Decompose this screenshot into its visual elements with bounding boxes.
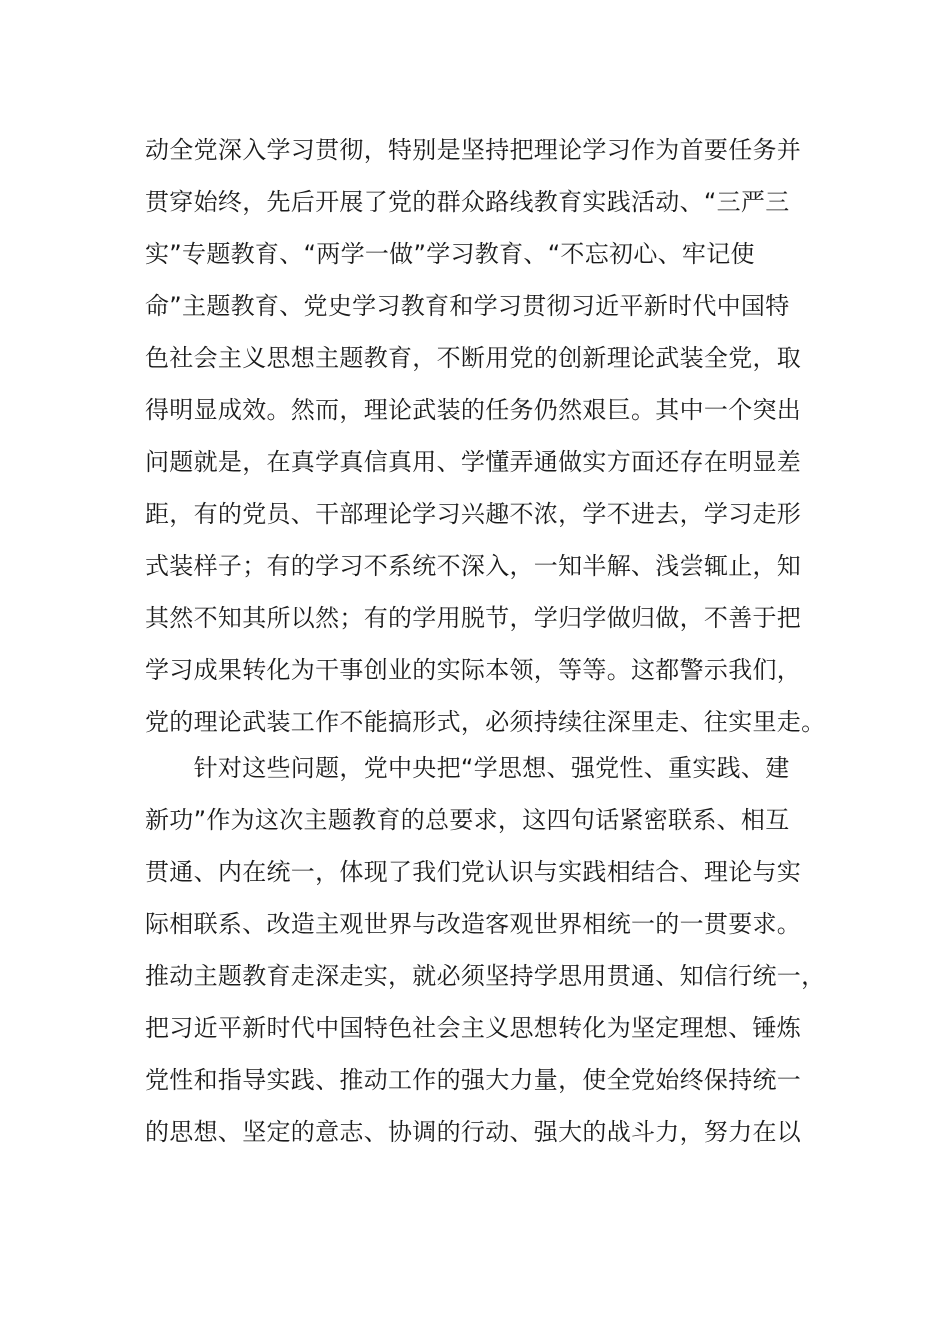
paragraph-1-line: 其然不知其所以然；有的学用脱节，学归学做归做，不善于把 <box>145 604 802 632</box>
paragraph-2-line: 针对这些问题，党中央把“学思想、强党性、重实践、建 <box>145 754 790 782</box>
paragraph-2 <box>145 742 825 1158</box>
paragraph-2-line: 的思想、坚定的意志、协调的行动、强大的战斗力，努力在以 <box>145 1118 802 1146</box>
paragraph-1-line: 得明显成效。然而，理论武装的任务仍然艰巨。其中一个突出 <box>145 396 802 424</box>
paragraph-1-line: 问题就是，在真学真信真用、学懂弄通做实方面还存在明显差 <box>145 448 802 476</box>
paragraph-1-line: 学习成果转化为干事创业的实际本领，等等。这都警示我们， <box>145 656 802 684</box>
paragraph-1-line: 贯穿始终，先后开展了党的群众路线教育实践活动、“三严三 <box>145 188 790 216</box>
paragraph-2-line: 贯通、内在统一，体现了我们党认识与实践相结合、理论与实 <box>145 858 802 886</box>
paragraph-1-line: 实”专题教育、“两学一做”学习教育、“不忘初心、牢记使 <box>145 240 755 268</box>
paragraph-1-line: 距，有的党员、干部理论学习兴趣不浓，学不进去，学习走形 <box>145 500 802 528</box>
paragraph-1 <box>145 124 825 748</box>
paragraph-2-line: 党性和指导实践、推动工作的强大力量，使全党始终保持统一 <box>145 1066 802 1094</box>
paragraph-2-line: 新功”作为这次主题教育的总要求，这四句话紧密联系、相互 <box>145 806 790 834</box>
paragraph-2-line: 把习近平新时代中国特色社会主义思想转化为坚定理想、锤炼 <box>145 1014 802 1042</box>
paragraph-2-line: 际相联系、改造主观世界与改造客观世界相统一的一贯要求。 <box>145 910 802 938</box>
paragraph-1-line: 党的理论武装工作不能搞形式，必须持续往深里走、往实里走。 <box>145 708 826 736</box>
paragraph-1-line: 式装样子；有的学习不系统不深入，一知半解、浅尝辄止，知 <box>145 552 802 580</box>
paragraph-1-line: 色社会主义思想主题教育，不断用党的创新理论武装全党，取 <box>145 344 802 372</box>
paragraph-1-line: 动全党深入学习贯彻，特别是坚持把理论学习作为首要任务并 <box>145 136 802 164</box>
paragraph-2-line: 推动主题教育走深走实，就必须坚持学思用贯通、知信行统一， <box>145 962 826 990</box>
paragraph-1-line: 命”主题教育、党史学习教育和学习贯彻习近平新时代中国特 <box>145 292 790 320</box>
